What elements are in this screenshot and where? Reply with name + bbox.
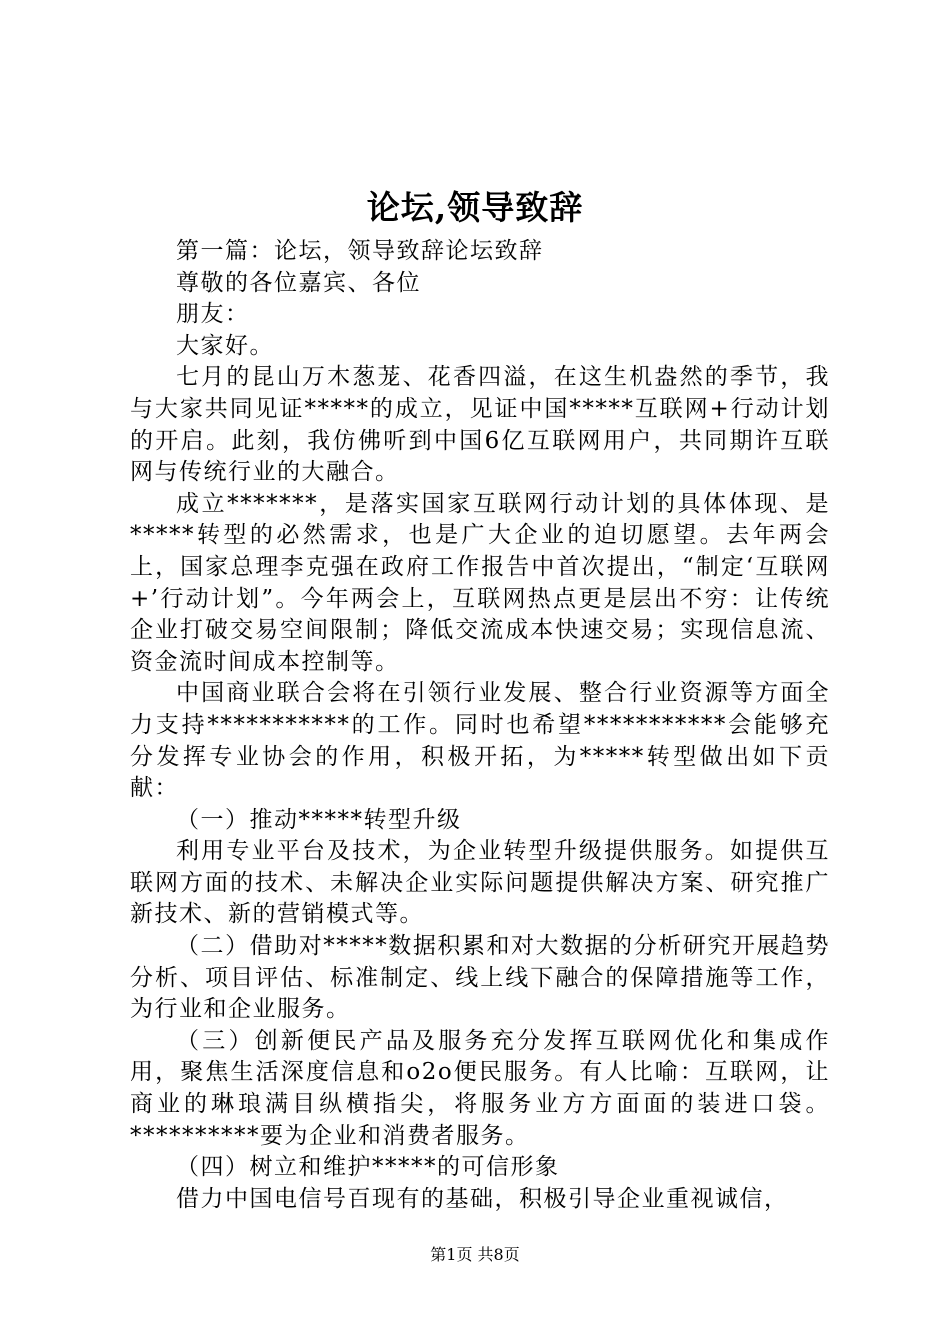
section-heading: （一）推动*****转型升级	[176, 806, 462, 833]
paragraph: （二）借助对*****数据积累和对大数据的分析研究开展趋势分析、项目评估、标准制定、线上线下融合的保障措施等工作，为行业和企业服务。	[130, 933, 830, 1023]
paragraph-salutation-cont: 朋友：	[176, 301, 250, 328]
paragraph: 借力中国电信号百现有的基础，积极引导企业重视诚信，	[176, 1185, 789, 1212]
document-title: 论坛,领导致辞	[366, 188, 584, 227]
section-heading: （四）树立和维护*****的可信形象	[176, 1154, 560, 1181]
page-number: 第1页 共8页	[430, 1245, 520, 1264]
paragraph: 中国商业联合会将在引领行业发展、整合行业资源等方面全力支持***********的工作。同时也希望***********会能够充分发挥专业协会的作用，积极开拓，为*****转型做出如下贡献：	[130, 680, 830, 802]
paragraph: （三）创新便民产品及服务充分发挥互联网优化和集成作用，聚焦生活深度信息和o2o便民服务。有人比喻：互联网，让商业的琳琅满目纵横指尖，将服务业方方面面的装进口袋。**********要为企业和消费者服务。	[130, 1027, 830, 1149]
paragraph-salutation: 尊敬的各位嘉宾、各位	[176, 269, 421, 296]
paragraph-greeting: 大家好。	[176, 332, 274, 359]
document-body	[130, 236, 830, 1215]
paragraph-heading: 第一篇：论坛，领导致辞论坛致辞	[176, 238, 544, 264]
paragraph: 利用专业平台及技术，为企业转型升级提供服务。如提供互联网方面的技术、未解决企业实际问题提供解决方案、研究推广新技术、新的营销模式等。	[130, 838, 830, 928]
paragraph: 成立*******，是落实国家互联网行动计划的具体体现、是*****转型的必然需求，也是广大企业的迫切愿望。去年两会上，国家总理李克强在政府工作报告中首次提出，“制定‘互联网+’行动计划”。今年两会上，互联网热点更是层出不穷：让传统企业打破交易空间限制；降低交流成本快速交易；实现信息流、资金流时间成本控制等。	[130, 490, 830, 675]
paragraph: 七月的昆山万木葱茏、花香四溢，在这生机盎然的季节，我与大家共同见证*****的成立，见证中国*****互联网+行动计划的开启。此刻，我仿佛听到中国6亿互联网用户，共同期许互联网与传统行业的大融合。	[130, 364, 830, 486]
